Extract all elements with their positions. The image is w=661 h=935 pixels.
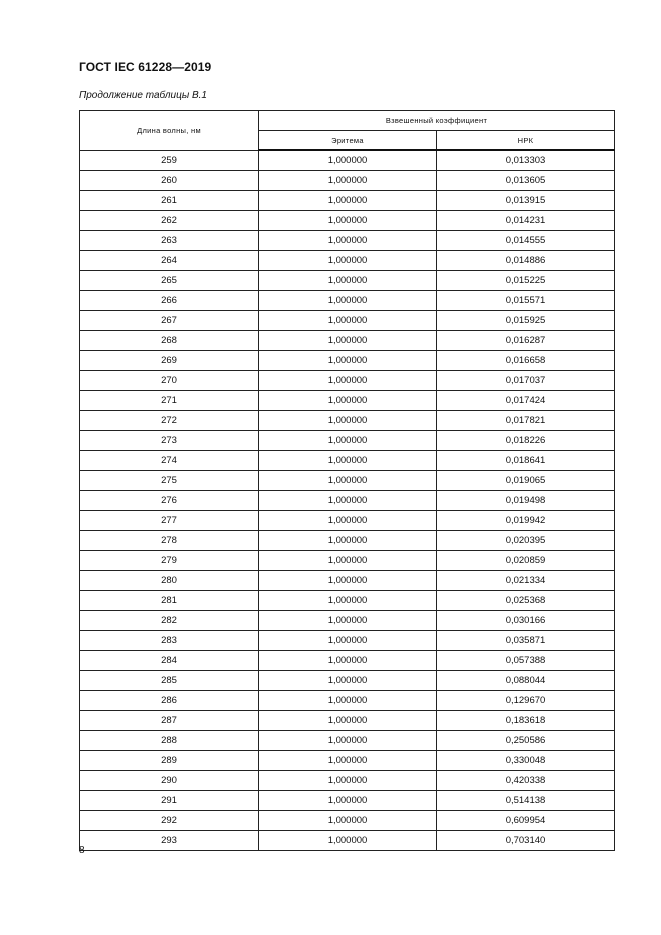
- table-row: [80, 491, 615, 511]
- cell-erythema: 1,000000: [259, 511, 437, 531]
- cell-wavelength: 290: [80, 771, 259, 791]
- cell-wavelength: 273: [80, 431, 259, 451]
- table-caption: Продолжение таблицы В.1: [79, 90, 207, 101]
- cell-wavelength: 262: [80, 211, 259, 231]
- header-wavelength: Длина волны, нм: [80, 111, 259, 151]
- cell-nmsc: 0,129670: [437, 691, 615, 711]
- cell-wavelength: 269: [80, 351, 259, 371]
- cell-wavelength: 293: [80, 831, 259, 851]
- cell-nmsc: 0,514138: [437, 791, 615, 811]
- cell-erythema: 1,000000: [259, 291, 437, 311]
- cell-nmsc: 0,017424: [437, 391, 615, 411]
- cell-erythema: 1,000000: [259, 211, 437, 231]
- cell-nmsc: 0,057388: [437, 651, 615, 671]
- table-row: [80, 671, 615, 691]
- header-nmsc: НРК: [437, 131, 615, 151]
- cell-erythema: 1,000000: [259, 451, 437, 471]
- table-row: [80, 211, 615, 231]
- cell-nmsc: 0,021334: [437, 571, 615, 591]
- cell-wavelength: 260: [80, 171, 259, 191]
- cell-nmsc: 0,015571: [437, 291, 615, 311]
- table-row: [80, 831, 615, 851]
- cell-nmsc: 0,609954: [437, 811, 615, 831]
- cell-wavelength: 275: [80, 471, 259, 491]
- cell-wavelength: 263: [80, 231, 259, 251]
- cell-nmsc: 0,013605: [437, 171, 615, 191]
- cell-erythema: 1,000000: [259, 191, 437, 211]
- table-row: [80, 811, 615, 831]
- table-row: [80, 591, 615, 611]
- header-weighting-coefficient: Взвешенный коэффициент: [259, 111, 615, 131]
- cell-nmsc: 0,018226: [437, 431, 615, 451]
- table-row: [80, 731, 615, 751]
- cell-wavelength: 278: [80, 531, 259, 551]
- cell-erythema: 1,000000: [259, 491, 437, 511]
- cell-wavelength: 268: [80, 331, 259, 351]
- cell-nmsc: 0,018641: [437, 451, 615, 471]
- cell-nmsc: 0,013915: [437, 191, 615, 211]
- cell-erythema: 1,000000: [259, 411, 437, 431]
- cell-nmsc: 0,017037: [437, 371, 615, 391]
- cell-wavelength: 292: [80, 811, 259, 831]
- table-row: [80, 551, 615, 571]
- cell-erythema: 1,000000: [259, 731, 437, 751]
- cell-erythema: 1,000000: [259, 791, 437, 811]
- cell-erythema: 1,000000: [259, 591, 437, 611]
- cell-nmsc: 0,025368: [437, 591, 615, 611]
- cell-wavelength: 266: [80, 291, 259, 311]
- cell-erythema: 1,000000: [259, 631, 437, 651]
- cell-wavelength: 285: [80, 671, 259, 691]
- cell-erythema: 1,000000: [259, 271, 437, 291]
- cell-nmsc: 0,330048: [437, 751, 615, 771]
- cell-nmsc: 0,019498: [437, 491, 615, 511]
- cell-erythema: 1,000000: [259, 651, 437, 671]
- cell-erythema: 1,000000: [259, 331, 437, 351]
- table-row: [80, 471, 615, 491]
- cell-nmsc: 0,088044: [437, 671, 615, 691]
- table-row: [80, 371, 615, 391]
- cell-wavelength: 271: [80, 391, 259, 411]
- table-header: [80, 111, 615, 151]
- cell-wavelength: 288: [80, 731, 259, 751]
- cell-erythema: 1,000000: [259, 611, 437, 631]
- table-row: [80, 351, 615, 371]
- cell-wavelength: 264: [80, 251, 259, 271]
- cell-wavelength: 283: [80, 631, 259, 651]
- header-erythema: Эритема: [259, 131, 437, 151]
- cell-erythema: 1,000000: [259, 171, 437, 191]
- table-row: [80, 191, 615, 211]
- table-row: [80, 691, 615, 711]
- cell-wavelength: 265: [80, 271, 259, 291]
- cell-nmsc: 0,420338: [437, 771, 615, 791]
- table-row: [80, 171, 615, 191]
- cell-erythema: 1,000000: [259, 551, 437, 571]
- cell-nmsc: 0,017821: [437, 411, 615, 431]
- cell-wavelength: 279: [80, 551, 259, 571]
- cell-erythema: 1,000000: [259, 251, 437, 271]
- cell-wavelength: 261: [80, 191, 259, 211]
- cell-wavelength: 270: [80, 371, 259, 391]
- cell-erythema: 1,000000: [259, 671, 437, 691]
- cell-erythema: 1,000000: [259, 751, 437, 771]
- cell-nmsc: 0,015925: [437, 311, 615, 331]
- cell-erythema: 1,000000: [259, 371, 437, 391]
- table-row: [80, 150, 615, 171]
- cell-wavelength: 282: [80, 611, 259, 631]
- table-row: [80, 531, 615, 551]
- cell-erythema: 1,000000: [259, 431, 437, 451]
- cell-erythema: 1,000000: [259, 811, 437, 831]
- cell-wavelength: 280: [80, 571, 259, 591]
- cell-nmsc: 0,035871: [437, 631, 615, 651]
- page-number: 8: [79, 845, 85, 856]
- cell-wavelength: 277: [80, 511, 259, 531]
- cell-wavelength: 281: [80, 591, 259, 611]
- cell-nmsc: 0,014231: [437, 211, 615, 231]
- table-row: [80, 791, 615, 811]
- cell-erythema: 1,000000: [259, 711, 437, 731]
- table-row: [80, 391, 615, 411]
- cell-erythema: 1,000000: [259, 531, 437, 551]
- table-row: [80, 631, 615, 651]
- cell-nmsc: 0,016287: [437, 331, 615, 351]
- cell-wavelength: 287: [80, 711, 259, 731]
- cell-erythema: 1,000000: [259, 351, 437, 371]
- cell-nmsc: 0,183618: [437, 711, 615, 731]
- cell-nmsc: 0,015225: [437, 271, 615, 291]
- cell-wavelength: 272: [80, 411, 259, 431]
- cell-wavelength: 289: [80, 751, 259, 771]
- data-table: [79, 110, 615, 851]
- cell-wavelength: 284: [80, 651, 259, 671]
- cell-nmsc: 0,019065: [437, 471, 615, 491]
- table-row: [80, 271, 615, 291]
- cell-erythema: 1,000000: [259, 691, 437, 711]
- cell-wavelength: 286: [80, 691, 259, 711]
- cell-erythema: 1,000000: [259, 771, 437, 791]
- cell-wavelength: 276: [80, 491, 259, 511]
- cell-nmsc: 0,250586: [437, 731, 615, 751]
- table-row: [80, 611, 615, 631]
- cell-erythema: 1,000000: [259, 231, 437, 251]
- cell-erythema: 1,000000: [259, 571, 437, 591]
- table-row: [80, 291, 615, 311]
- table-row: [80, 451, 615, 471]
- cell-erythema: 1,000000: [259, 471, 437, 491]
- cell-wavelength: 291: [80, 791, 259, 811]
- cell-nmsc: 0,020859: [437, 551, 615, 571]
- cell-nmsc: 0,020395: [437, 531, 615, 551]
- table-row: [80, 651, 615, 671]
- table-row: [80, 571, 615, 591]
- document-title: ГОСТ IEC 61228—2019: [79, 60, 212, 74]
- cell-wavelength: 259: [80, 150, 259, 171]
- cell-wavelength: 267: [80, 311, 259, 331]
- table-row: [80, 751, 615, 771]
- table-row: [80, 711, 615, 731]
- cell-nmsc: 0,013303: [437, 150, 615, 171]
- table-row: [80, 431, 615, 451]
- cell-nmsc: 0,014886: [437, 251, 615, 271]
- cell-erythema: 1,000000: [259, 150, 437, 171]
- cell-nmsc: 0,030166: [437, 611, 615, 631]
- table-row: [80, 511, 615, 531]
- table-body: [80, 150, 615, 851]
- table-row: [80, 251, 615, 271]
- cell-nmsc: 0,703140: [437, 831, 615, 851]
- table-row: [80, 331, 615, 351]
- cell-erythema: 1,000000: [259, 831, 437, 851]
- cell-erythema: 1,000000: [259, 311, 437, 331]
- cell-wavelength: 274: [80, 451, 259, 471]
- table-row: [80, 771, 615, 791]
- cell-nmsc: 0,014555: [437, 231, 615, 251]
- table-row: [80, 411, 615, 431]
- cell-nmsc: 0,019942: [437, 511, 615, 531]
- cell-nmsc: 0,016658: [437, 351, 615, 371]
- table-row: [80, 231, 615, 251]
- table-row: [80, 311, 615, 331]
- cell-erythema: 1,000000: [259, 391, 437, 411]
